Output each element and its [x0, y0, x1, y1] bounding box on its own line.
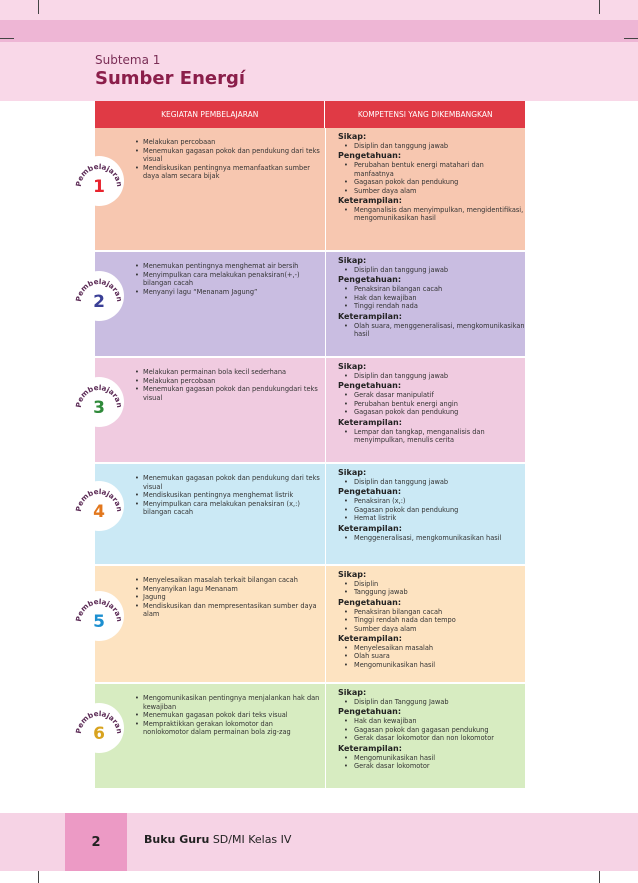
activity-list	[135, 576, 320, 619]
competency-item: • Olah suara	[338, 652, 525, 660]
competency-item: • Disiplin	[338, 580, 525, 588]
competency-heading: Pengetahuan:	[338, 597, 402, 607]
column-header-kegiatan: KEGIATAN PEMBELAJARAN	[95, 101, 325, 128]
badge-number: 1	[93, 177, 105, 197]
activity-list	[135, 262, 320, 296]
activity-item: • Menyelesaikan masalah terkait bilangan cacah	[135, 576, 320, 585]
competency-item: • Penaksiran bilangan cacah	[338, 285, 525, 293]
table-row	[73, 252, 525, 358]
crop-mark	[0, 38, 14, 39]
activity-item: • Menemukan gagasan pokok dan pendukung dari teks visual	[135, 474, 320, 491]
competency-heading: Sikap:	[338, 362, 367, 371]
crop-mark	[38, 0, 39, 14]
competency-list	[338, 266, 525, 274]
competency-item: • Penaksiran bilangan cacah	[338, 608, 525, 616]
pembelajaran-badge	[73, 590, 125, 642]
activity-item: • Menemukan pentingnya menghemat air bersih	[135, 262, 320, 271]
competency-item: • Disiplin dan tanggung jawab	[338, 372, 525, 380]
table-row	[73, 684, 525, 790]
subtema-label: Subtema 1	[95, 53, 161, 67]
pembelajaran-badge	[73, 155, 125, 207]
competency-heading: Pengetahuan:	[338, 707, 402, 717]
table-row	[73, 128, 525, 252]
book-title	[144, 833, 291, 846]
badge-number: 2	[93, 292, 105, 312]
crop-mark	[599, 869, 600, 883]
competency-heading: Sikap:	[338, 256, 367, 265]
activity-cell	[73, 464, 326, 564]
table-body	[73, 128, 525, 790]
table-row	[73, 358, 525, 464]
badge-number: 6	[93, 724, 105, 744]
competency-cell	[326, 358, 525, 462]
competency-item: • Tinggi rendah nada dan tempo	[338, 616, 525, 624]
competency-cell	[326, 128, 525, 250]
competency-item: • Tinggi rendah nada	[338, 302, 525, 310]
competency-item: • Hak dan kewajiban	[338, 294, 525, 302]
activity-cell	[73, 566, 326, 682]
competency-list	[338, 206, 525, 223]
learning-table	[73, 101, 525, 790]
competency-list	[338, 372, 525, 380]
badge-number: 5	[93, 612, 105, 632]
competency-list	[338, 580, 525, 597]
competency-heading: Keterampilan:	[338, 417, 402, 427]
competency-item: • Disiplin dan Tanggung Jawab	[338, 698, 525, 706]
book-title-rest: SD/MI Kelas IV	[212, 833, 292, 846]
competency-item: • Menganalisis dan menyimpulkan, mengidentifikasi, mengomunikasikan hasil	[338, 206, 525, 223]
crop-mark	[599, 0, 600, 14]
activity-item: • Menyimpulkan cara melakukan penaksiran(+,-) bilangan cacah	[135, 271, 320, 288]
header-strip	[0, 20, 638, 42]
competency-cell	[326, 252, 525, 356]
crop-mark	[38, 869, 39, 883]
competency-item: • Tanggung jawab	[338, 588, 525, 596]
book-title-bold: Buku Guru	[144, 833, 210, 846]
competency-list	[338, 161, 525, 195]
badge-word: Pembelajaran	[73, 708, 125, 735]
competency-item: • Gerak dasar lokomotor	[338, 762, 525, 770]
competency-item: • Gagasan pokok dan pendukung	[338, 506, 525, 514]
competency-item: • Mengomunikasikan hasil	[338, 661, 525, 669]
competency-list	[338, 142, 525, 150]
activity-list	[135, 138, 320, 181]
activity-item: • Menyanyi lagu “Menanam Jagung”	[135, 288, 320, 297]
activity-item: • Menyanyikan lagu Menanam	[135, 585, 320, 594]
pembelajaran-badge	[73, 702, 125, 754]
activity-item: • Menemukan gagasan pokok dan pendukung dari teks visual	[135, 147, 320, 164]
activity-item: • Melakukan permainan bola kecil sederhana	[135, 368, 320, 377]
competency-item: • Olah suara, menggeneralisasi, mengkomunikasikan hasil	[338, 322, 525, 339]
badge-number: 4	[93, 502, 105, 522]
competency-item: • Mengomunikasikan hasil	[338, 754, 525, 762]
competency-item: • Hemat listrik	[338, 514, 525, 522]
crop-mark	[624, 38, 638, 39]
badge-word: Pembelajaran	[73, 161, 125, 188]
activity-item: • Melakukan percobaan	[135, 377, 320, 386]
activity-cell	[73, 684, 326, 788]
competency-list	[338, 428, 525, 445]
competency-item: • Gagasan pokok dan gagasan pendukung	[338, 726, 525, 734]
activity-item: • Mendiskusikan pentingnya memanfaatkan sumber daya alam secara bijak	[135, 164, 320, 181]
competency-heading: Keterampilan:	[338, 634, 402, 644]
table-row	[73, 566, 525, 684]
competency-heading: Pengetahuan:	[338, 487, 402, 497]
competency-item: • Lempar dan tangkap, menganalisis dan menyimpulkan, menulis cerita	[338, 428, 525, 445]
competency-list	[338, 497, 525, 522]
competency-item: • Hak dan kewajiban	[338, 717, 525, 725]
activity-cell	[73, 358, 326, 462]
pembelajaran-badge	[73, 376, 125, 428]
competency-heading: Sikap:	[338, 132, 367, 141]
activity-item: • Menemukan gagasan pokok dan pendukungdari teks visual	[135, 385, 320, 402]
competency-heading: Pengetahuan:	[338, 381, 402, 391]
competency-list	[338, 322, 525, 339]
competency-list	[338, 698, 525, 706]
badge-word: Pembelajaran	[73, 382, 125, 409]
competency-heading: Pengetahuan:	[338, 151, 402, 161]
activity-item: • Menyimpulkan cara melakukan penaksiran (x,:) bilangan cacah	[135, 500, 320, 517]
competency-item: • Disiplin dan tanggung jawab	[338, 142, 525, 150]
competency-item: • Sumber daya alam	[338, 187, 525, 195]
competency-heading: Keterampilan:	[338, 523, 402, 533]
activity-item: • Mempraktikkan gerakan lokomotor dan nonlokomotor dalam permainan bola zig-zag	[135, 720, 320, 737]
badge-word: Pembelajaran	[73, 276, 125, 303]
competency-list	[338, 285, 525, 310]
competency-list	[338, 754, 525, 771]
activity-item: • Menemukan gagasan pokok dari teks visual	[135, 711, 320, 720]
competency-item: • Disiplin dan tanggung jawab	[338, 266, 525, 274]
activity-item: • Jagung	[135, 593, 320, 602]
badge-word: Pembelajaran	[73, 596, 125, 623]
activity-list	[135, 474, 320, 517]
activity-item: • Melakukan percobaan	[135, 138, 320, 147]
competency-list	[338, 717, 525, 742]
competency-item: • Gagasan pokok dan pendukung	[338, 408, 525, 416]
activity-list	[135, 694, 320, 737]
competency-cell	[326, 464, 525, 564]
competency-item: • Perubahan bentuk energi matahari dan manfaatnya	[338, 161, 525, 178]
activity-cell	[73, 128, 326, 250]
competency-heading: Sikap:	[338, 688, 367, 697]
pembelajaran-badge	[73, 480, 125, 532]
competency-item: • Sumber daya alam	[338, 625, 525, 633]
competency-heading: Pengetahuan:	[338, 275, 402, 285]
competency-item: • Disiplin dan tanggung jawab	[338, 478, 525, 486]
competency-cell	[326, 684, 525, 788]
competency-list	[338, 478, 525, 486]
table-row	[73, 464, 525, 566]
competency-item: • Gerak dasar manipulatif	[338, 391, 525, 399]
activity-list	[135, 368, 320, 402]
page-title: Sumber Energí	[95, 68, 246, 89]
competency-list	[338, 608, 525, 633]
badge-word: Pembelajaran	[73, 486, 125, 513]
competency-item: • Gerak dasar lokomotor dan non lokomotor	[338, 734, 525, 742]
competency-item: • Menyelesaikan masalah	[338, 644, 525, 652]
competency-list	[338, 534, 525, 542]
competency-cell	[326, 566, 525, 682]
page-number: 2	[91, 834, 101, 850]
competency-list	[338, 644, 525, 669]
competency-heading: Keterampilan:	[338, 311, 402, 321]
activity-item: • Mengomunikasikan pentingnya menjalankan hak dan kewajiban	[135, 694, 320, 711]
column-header-kompetensi: KOMPETENSI YANG DIKEMBANGKAN	[357, 110, 493, 119]
competency-item: • Gagasan pokok dan pendukung	[338, 178, 525, 186]
competency-heading: Keterampilan:	[338, 743, 402, 753]
competency-heading: Sikap:	[338, 468, 367, 477]
competency-heading: Keterampilan:	[338, 196, 402, 206]
competency-item: • Menggeneralisasi, mengkomunikasikan hasil	[338, 534, 525, 542]
competency-item: • Perubahan bentuk energi angin	[338, 400, 525, 408]
activity-item: • Mendiskusikan dan mempresentasikan sumber daya alam	[135, 602, 320, 619]
pembelajaran-badge	[73, 270, 125, 322]
table-header	[95, 101, 525, 128]
competency-heading: Sikap:	[338, 570, 367, 579]
activity-cell	[73, 252, 326, 356]
activity-item: • Mendiskusikan pentingnya menghemat listrik	[135, 491, 320, 500]
competency-item: • Penaksiran (x,:)	[338, 497, 525, 505]
badge-number: 3	[93, 398, 105, 418]
competency-list	[338, 391, 525, 416]
